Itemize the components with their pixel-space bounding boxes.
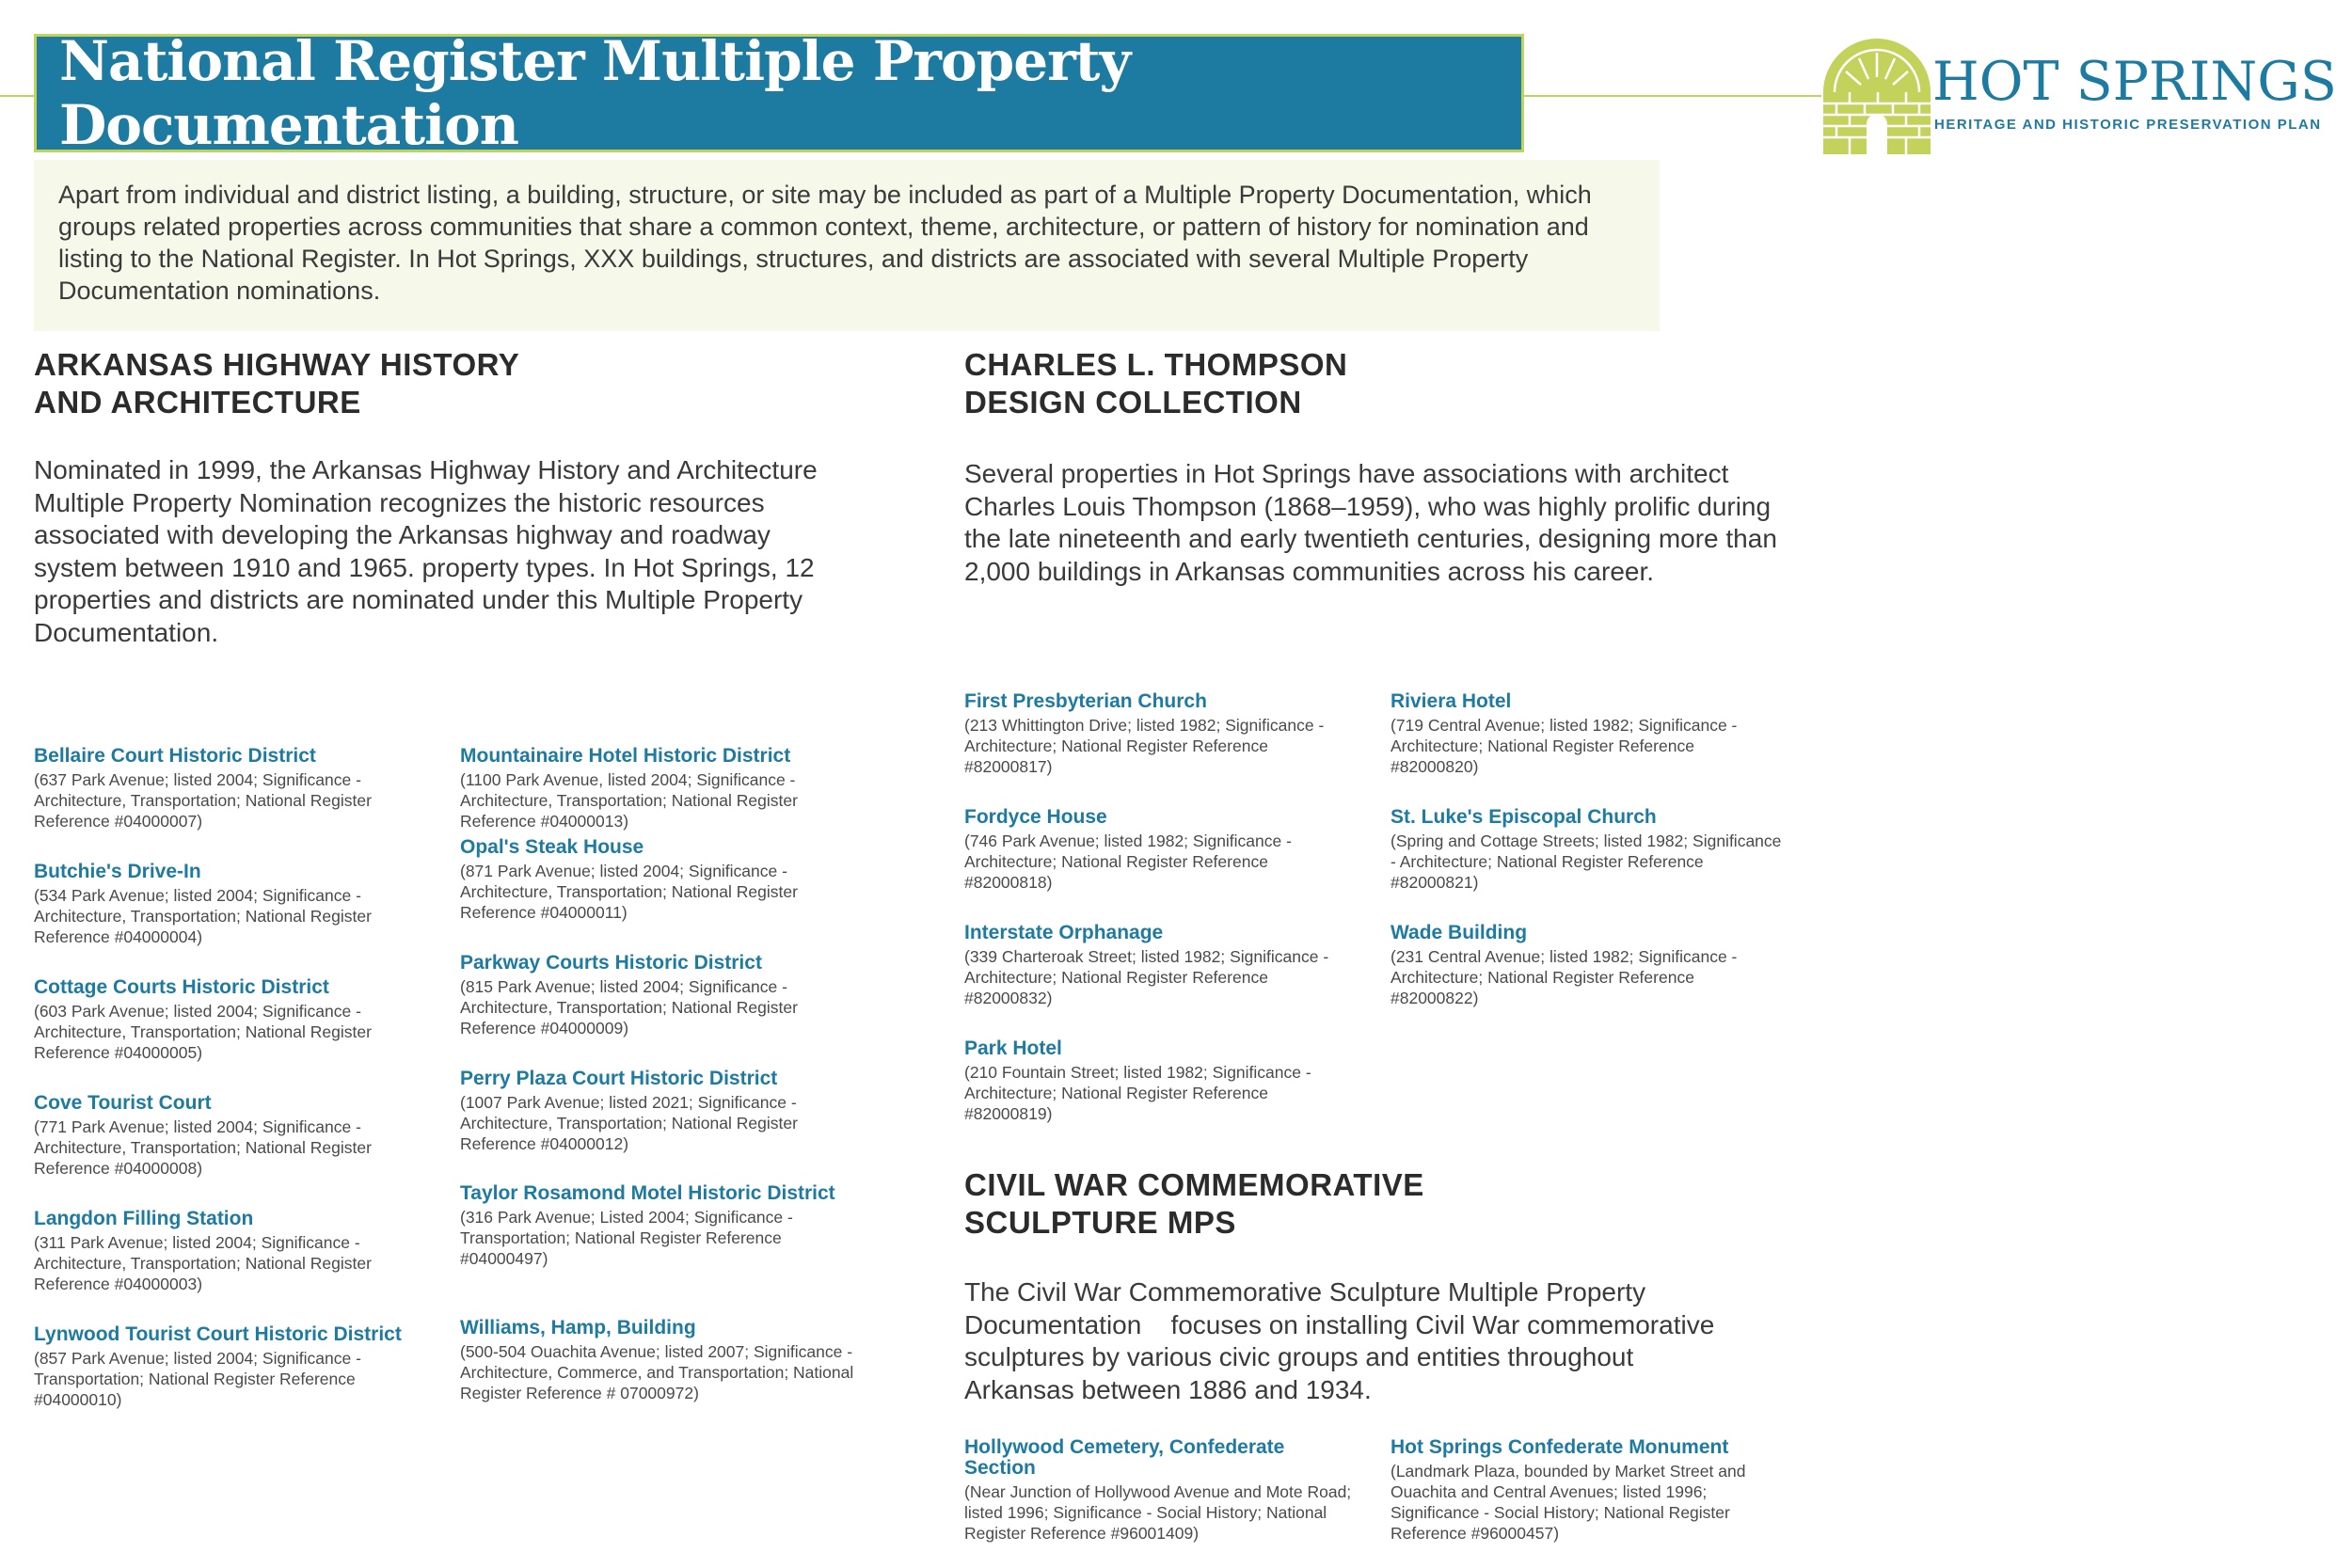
- property-name: Hollywood Cemetery, Confederate Section: [964, 1436, 1285, 1479]
- property-name: Perry Plaza Court Historic District: [460, 1068, 778, 1089]
- list-item: [34, 862, 429, 947]
- sunrise-brick-arch-icon: [1821, 34, 1932, 156]
- property-details: (1007 Park Avenue; listed 2021; Significance - Architecture, Transportation; National Register Reference #04000012): [460, 1093, 798, 1153]
- property-name: Butchie's Drive-In: [34, 861, 201, 882]
- property-details: (316 Park Avenue; Listed 2004; Significance - Transportation; National Register Reference #04000497): [460, 1208, 793, 1268]
- property-details: (500-504 Ouachita Avenue; listed 2007; Significance - Architecture, Commerce, and Transportation; National Register Reference # 07000972): [460, 1342, 854, 1402]
- property-details: (746 Park Avenue; listed 1982; Significance - Architecture; National Register Reference #82000818): [964, 832, 1292, 892]
- property-details: (771 Park Avenue; listed 2004; Significance - Architecture, Transportation; National Register Reference #04000008): [34, 1117, 372, 1178]
- list-item: [460, 1183, 836, 1269]
- civilwar-heading: [964, 1166, 1811, 1242]
- thompson-heading: [964, 346, 1811, 421]
- list-item: [460, 837, 855, 923]
- property-name: St. Luke's Episcopal Church: [1391, 806, 1657, 828]
- list-item: [1391, 1437, 1795, 1544]
- property-details: (210 Fountain Street; listed 1982; Significance - Architecture; National Register Reference #82000819): [964, 1063, 1311, 1123]
- property-name: Cottage Courts Historic District: [34, 976, 329, 998]
- property-details: (Near Junction of Hollywood Avenue and Mote Road; listed 1996; Significance - Social History; National Register Reference #96001409): [964, 1482, 1352, 1543]
- property-name: Opal's Steak House: [460, 836, 644, 858]
- highway-description: Nominated in 1999, the Arkansas Highway History and Architecture Multiple Property Nomination recognizes the historic resources associated with developing the Arkansas highway and roadway system between 1910 and 1965. property types. In Hot Springs, 12 properties and districts are nominated under this Multiple Property Documentation.: [34, 455, 818, 647]
- header-rule-left: [0, 95, 34, 97]
- highway-heading-line-2: AND ARCHITECTURE: [34, 385, 361, 420]
- thompson-description: Several properties in Hot Springs have associations with architect Charles Louis Thompson (1868–1959), who was highly prolific during the late nineteenth and early twentieth centuries, designing more than 2,000 buildings in Arkansas communities across his career.: [964, 459, 1777, 586]
- property-name: Park Hotel: [964, 1037, 1062, 1059]
- logo-tagline: HERITAGE AND HISTORIC PRESERVATION PLAN: [1934, 117, 2322, 133]
- property-details: (213 Whittington Drive; listed 1982; Significance - Architecture; National Register Reference #82000817): [964, 716, 1325, 776]
- property-details: (339 Charteroak Street; listed 1982; Significance - Architecture; National Register Reference #82000832): [964, 947, 1329, 1007]
- hot-springs-logo: [1821, 34, 2337, 156]
- list-item: [964, 1038, 1359, 1124]
- property-details: (871 Park Avenue; listed 2004; Significance - Architecture, Transportation; National Register Reference #04000011): [460, 862, 798, 922]
- property-details: (857 Park Avenue; listed 2004; Significance - Transportation; National Register Reference #04000010): [34, 1349, 361, 1409]
- civilwar-heading-line-2: SCULPTURE MPS: [964, 1205, 1236, 1240]
- list-item: [34, 1093, 429, 1179]
- property-name: Hot Springs Confederate Monument: [1391, 1436, 1729, 1458]
- property-details: (1100 Park Avenue, listed 2004; Significance - Architecture, Transportation; National Register Reference #04000013): [460, 770, 798, 831]
- title-banner: [34, 29, 1524, 157]
- list-item: [964, 807, 1359, 893]
- property-name: Parkway Courts Historic District: [460, 952, 762, 974]
- highway-heading-line-1: ARKANSAS HIGHWAY HISTORY: [34, 347, 520, 382]
- property-name: Riviera Hotel: [1391, 690, 1512, 712]
- list-item: [460, 1069, 855, 1154]
- list-item: [460, 953, 855, 1038]
- list-item: [964, 1437, 1359, 1544]
- list-item: [1391, 691, 1786, 777]
- property-name: Fordyce House: [964, 806, 1107, 828]
- logo-wordmark: HOT SPRINGS: [1932, 51, 2337, 113]
- intro-text: Apart from individual and district listing, a building, structure, or site may be included as part of a Multiple Property Documentation, which groups related properties across communities that share a common context, theme, architecture, or pattern of history for nomination and listing to the National Register. In Hot Springs, XXX buildings, structures, and districts are associated with several Multiple Property Documentation nominations.: [58, 181, 1592, 305]
- property-details: (Landmark Plaza, bounded by Market Street and Ouachita and Central Avenues; listed 1996; Significance - Social History; National Register Reference #96000457): [1391, 1462, 1746, 1543]
- list-item: [460, 746, 855, 832]
- list-item: [964, 923, 1359, 1008]
- property-name: Cove Tourist Court: [34, 1092, 212, 1114]
- property-details: (Spring and Cottage Streets; listed 1982; Significance - Architecture; National Register Reference #82000821): [1391, 832, 1782, 892]
- list-item: [34, 746, 429, 832]
- property-name: Williams, Hamp, Building: [460, 1317, 696, 1338]
- property-details: (603 Park Avenue; listed 2004; Significance - Architecture, Transportation; National Register Reference #04000005): [34, 1002, 372, 1062]
- property-details: (311 Park Avenue; listed 2004; Significance - Architecture, Transportation; National Register Reference #04000003): [34, 1233, 372, 1293]
- property-name: Langdon Filling Station: [34, 1208, 254, 1229]
- property-name: Mountainaire Hotel Historic District: [460, 745, 791, 767]
- property-details: (719 Central Avenue; listed 1982; Significance - Architecture; National Register Reference #82000820): [1391, 716, 1738, 776]
- list-item: [34, 977, 429, 1063]
- list-item: [964, 691, 1359, 777]
- list-item: [1391, 807, 1786, 893]
- property-name: Wade Building: [1391, 922, 1528, 943]
- thompson-heading-line-2: DESIGN COLLECTION: [964, 385, 1302, 420]
- property-name: Interstate Orphanage: [964, 922, 1164, 943]
- property-name: Taylor Rosamond Motel Historic District: [460, 1182, 835, 1204]
- property-details: (637 Park Avenue; listed 2004; Significance - Architecture, Transportation; National Register Reference #04000007): [34, 770, 372, 831]
- page-title: National Register Multiple Property Documentation: [59, 29, 1131, 157]
- property-name: Bellaire Court Historic District: [34, 745, 316, 767]
- list-item: [1391, 923, 1786, 1008]
- civilwar-heading-line-1: CIVIL WAR COMMEMORATIVE: [964, 1167, 1424, 1202]
- intro-box: [34, 160, 1660, 331]
- thompson-heading-line-1: CHARLES L. THOMPSON: [964, 347, 1348, 382]
- property-name: Lynwood Tourist Court Historic District: [34, 1323, 402, 1345]
- property-name: First Presbyterian Church: [964, 690, 1207, 712]
- property-details: (231 Central Avenue; listed 1982; Significance - Architecture; National Register Reference #82000822): [1391, 947, 1738, 1007]
- property-details: (534 Park Avenue; listed 2004; Significance - Architecture, Transportation; National Register Reference #04000004): [34, 886, 372, 946]
- highway-heading: [34, 346, 881, 421]
- list-item: [34, 1324, 410, 1410]
- header-rule-right: [1524, 95, 1821, 97]
- list-item: [34, 1209, 429, 1294]
- civilwar-description: The Civil War Commemorative Sculpture Multiple Property Documentation focuses on installing Civil War commemorative sculptures by various civic groups and entities throughout Arkansas between 1886 and 1934.: [964, 1277, 1723, 1404]
- property-details: (815 Park Avenue; listed 2004; Significance - Architecture, Transportation; National Register Reference #04000009): [460, 977, 798, 1037]
- list-item: [460, 1318, 855, 1403]
